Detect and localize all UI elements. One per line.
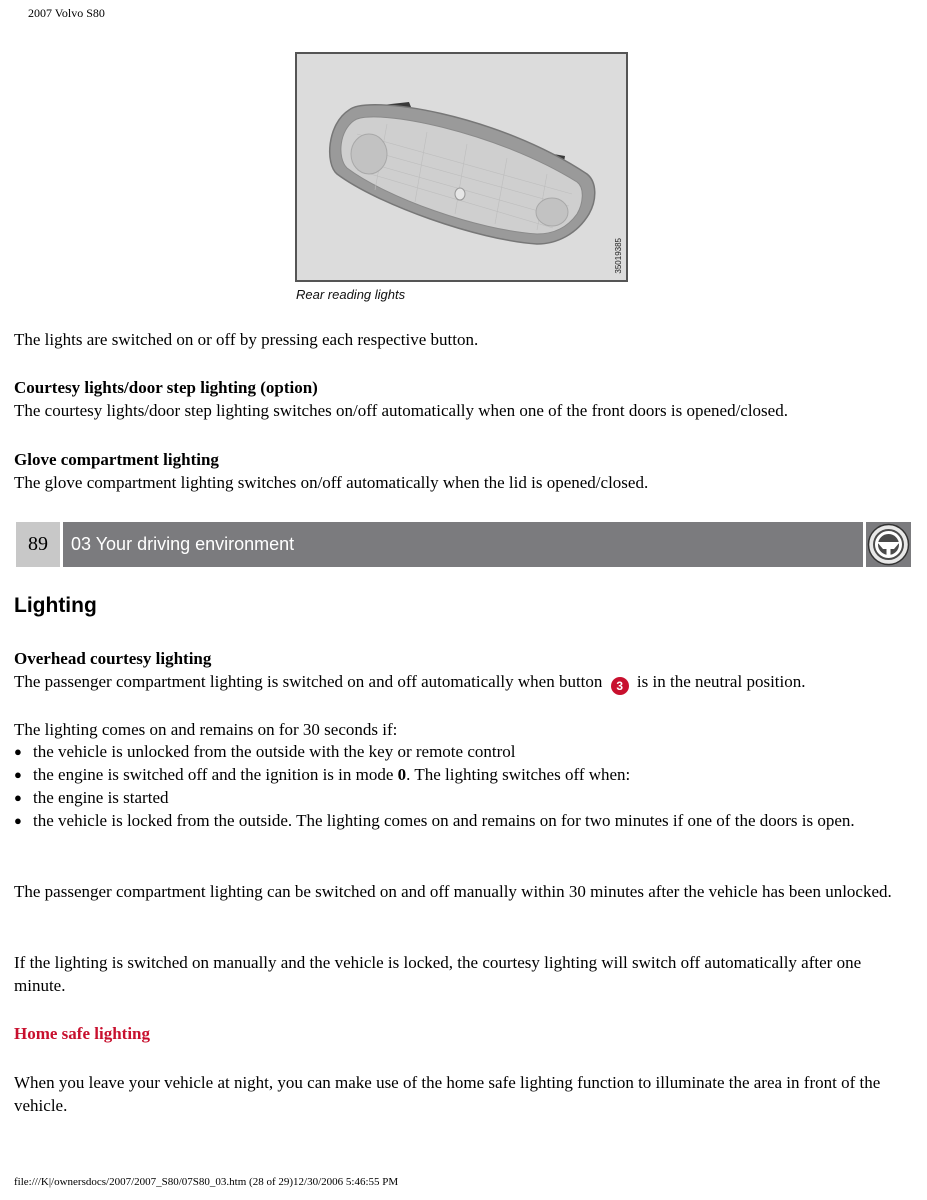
courtesy-lights-heading: Courtesy lights/door step lighting (option) <box>14 378 318 397</box>
ignition-mode: 0 <box>397 765 407 784</box>
list-item <box>14 763 909 786</box>
steering-wheel-icon <box>866 522 911 567</box>
glove-compartment-text: The glove compartment lighting switches on/off automatically when the lid is opened/closed. <box>14 473 649 492</box>
bullet-icon: ● <box>14 813 22 828</box>
rear-reading-lights-text: The lights are switched on or off by pressing each respective button. <box>14 330 479 349</box>
figure-code: 35019385 <box>614 238 623 274</box>
figure-caption: Rear reading lights <box>296 287 406 302</box>
bullet-icon: ● <box>14 744 22 759</box>
list-item <box>14 786 909 809</box>
lighting-conditions-list <box>14 740 909 832</box>
section-title: 03 Your driving environment <box>63 522 863 567</box>
overhead-text-before: The passenger compartment lighting is switched on and off automatically when button <box>14 672 603 691</box>
list-item-text-after: . The lighting switches off when: <box>406 765 631 784</box>
rear-reading-lights-illustration <box>297 54 626 280</box>
document-header-title: 2007 Volvo S80 <box>28 6 105 20</box>
section-bar <box>16 522 911 567</box>
list-item-text: the vehicle is locked from the outside. The lighting comes on and remains on for two minutes if one of the doors is open. <box>33 811 855 830</box>
list-item <box>14 809 909 832</box>
bullet-icon: ● <box>14 767 22 782</box>
page-number: 89 <box>16 522 60 567</box>
list-item-text: the vehicle is unlocked from the outside with the key or remote control <box>33 742 516 761</box>
list-item-text: the engine is started <box>33 788 169 807</box>
list-item-text: the engine is switched off and the ignition is in mode <box>33 765 394 784</box>
locked-lighting-text: If the lighting is switched on manually and the vehicle is locked, the courtesy lighting will switch off automatically after one minute. <box>14 953 862 995</box>
bullet-icon: ● <box>14 790 22 805</box>
list-item <box>14 740 909 763</box>
home-safe-text: When you leave your vehicle at night, you can make use of the home safe lighting function to illuminate the area in front of the vehicle. <box>14 1073 881 1115</box>
rear-reading-lights-figure <box>295 52 628 282</box>
manual-lighting-text: The passenger compartment lighting can be switched on and off manually within 30 minutes after the vehicle has been unlocked. <box>14 882 892 901</box>
glove-compartment-heading: Glove compartment lighting <box>14 450 219 469</box>
overhead-courtesy-heading: Overhead courtesy lighting <box>14 649 212 668</box>
lighting-title: Lighting <box>14 594 97 617</box>
courtesy-lights-text: The courtesy lights/door step lighting switches on/off automatically when one of the front doors is opened/closed. <box>14 401 788 420</box>
file-path-footer: file:///K|/ownersdocs/2007/2007_S80/07S80_03.htm (28 of 29)12/30/2006 5:46:55 PM <box>14 1176 399 1188</box>
overhead-text-after: is in the neutral position. <box>636 672 806 691</box>
overhead-courtesy-text <box>14 670 909 695</box>
home-safe-heading: Home safe lighting <box>14 1024 150 1043</box>
button-3-badge: 3 <box>611 677 629 695</box>
lighting-intro: The lighting comes on and remains on for 30 seconds if: <box>14 720 398 739</box>
